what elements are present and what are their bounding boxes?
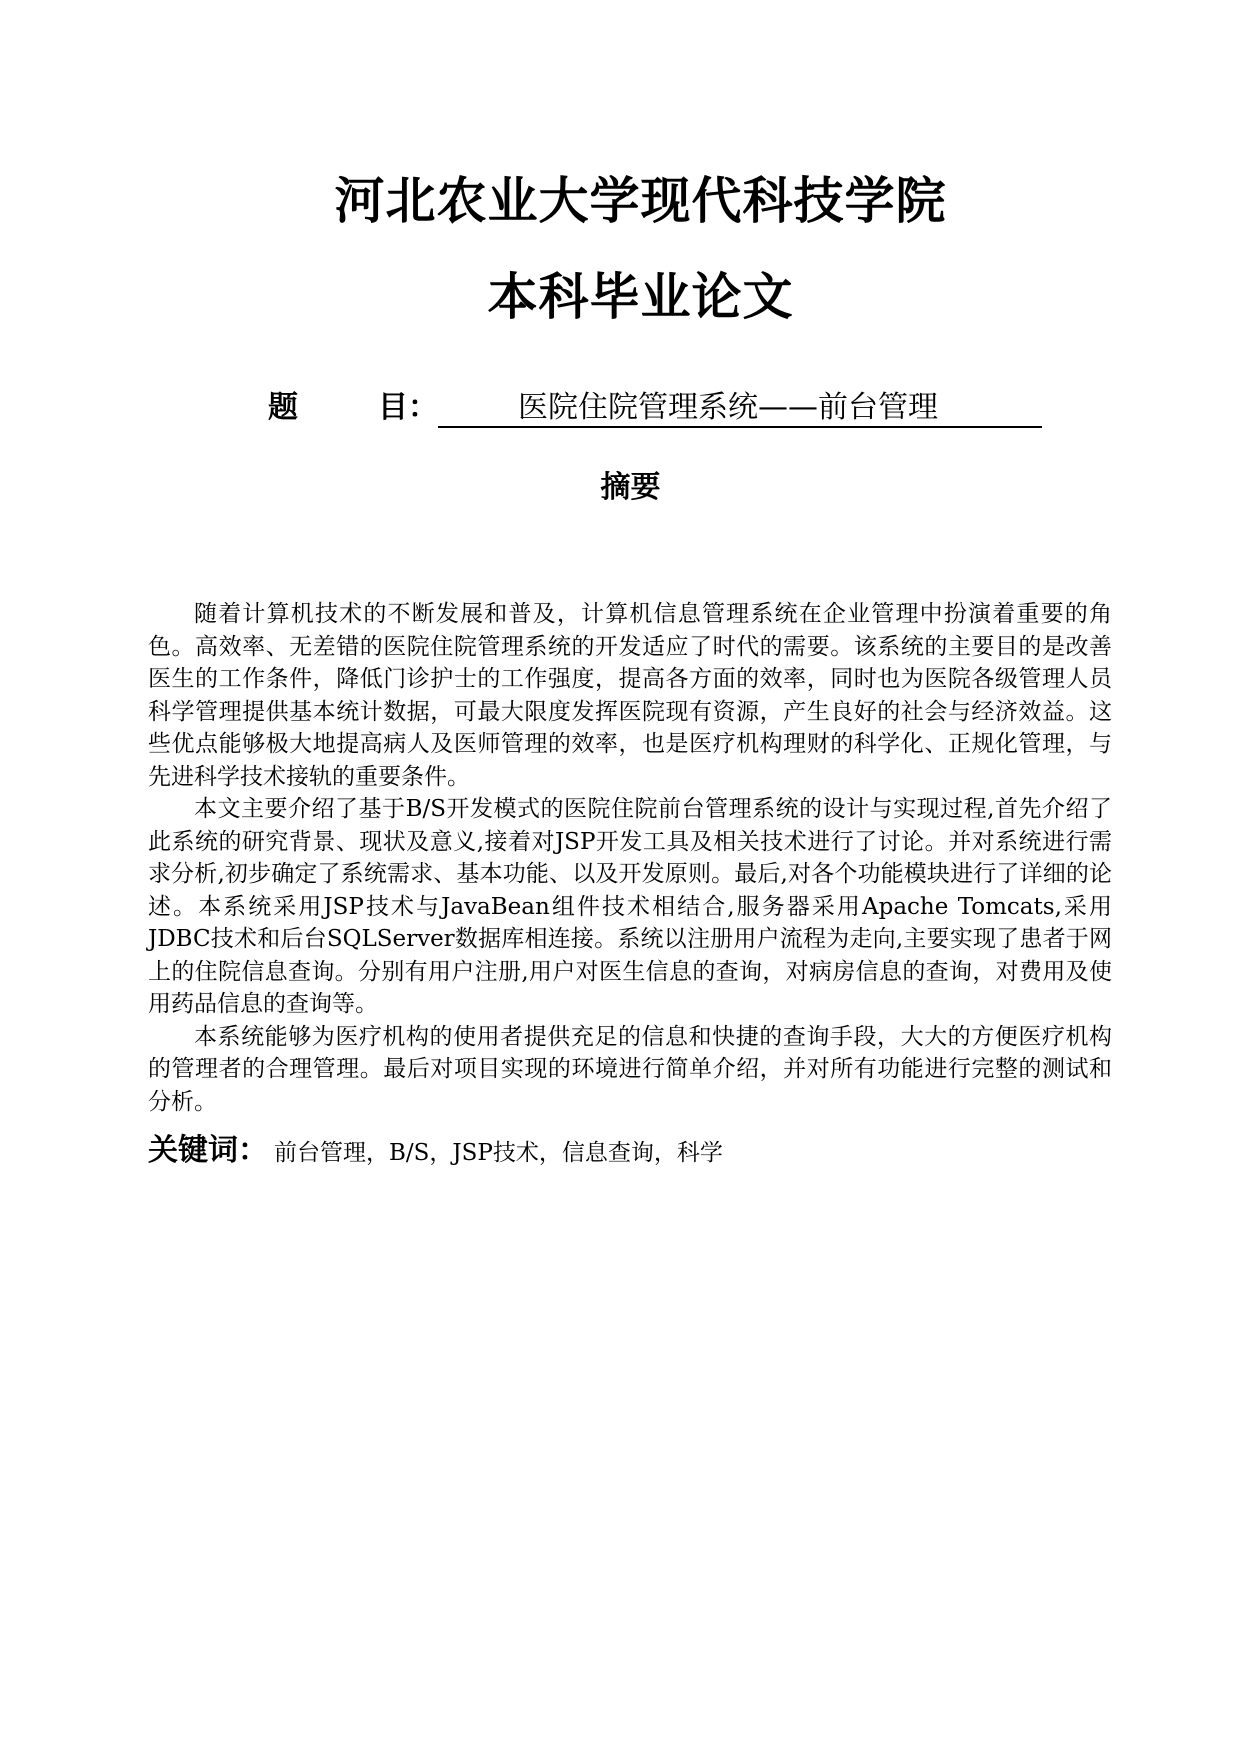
- abstract-body: [148, 598, 1112, 1118]
- keywords-label: 关键词：: [148, 1133, 268, 1168]
- abstract-heading: 摘要: [600, 470, 661, 505]
- keywords-row: [148, 1131, 1112, 1173]
- topic-value: 医院住院管理系统——前台管理: [438, 388, 1042, 428]
- abstract-paragraph-2: 本文主要介绍了基于B/S开发模式的医院住院前台管理系统的设计与实现过程,首先介绍了此系统的研究背景、现状及意义,接着对JSP开发工具及相关技术进行了讨论。并对系统进行需求分析,初步确定了系统需求、基本功能、以及开发原则。最后,对各个功能模块进行了详细的论述。本系统采用JSP技术与JavaBean组件技术相结合,服务器采用Apache Tomcats,采用JDBC技术和后台SQLServer数据库相连接。系统以注册用户流程为走向,主要实现了患者于网上的住院信息查询。分别有用户注册,用户对医生信息的查询，对病房信息的查询，对费用及使用药品信息的查询等。: [148, 796, 1112, 1017]
- topic-label: [268, 388, 408, 428]
- abstract-paragraph-1: 随着计算机技术的不断发展和普及，计算机信息管理系统在企业管理中扮演着重要的角色。高效率、无差错的医院住院管理系统的开发适应了时代的需要。该系统的主要目的是改善医生的工作条件，降低门诊护士的工作强度，提高各方面的效率，同时也为医院各级管理人员科学管理提供基本统计数据，可最大限度发挥医院现有资源，产生良好的社会与经济效益。这些优点能够极大地提高病人及医师管理的效率，也是医疗机构理财的科学化、正规化管理，与先进科学技术接轨的重要条件。: [148, 601, 1112, 790]
- topic-label-char-1: 题: [268, 390, 298, 425]
- topic-label-char-2: 目: [378, 390, 408, 425]
- keywords-value: 前台管理，B/S，JSP技术，信息查询，科学: [274, 1140, 723, 1166]
- thesis-type-title: 本科毕业论文: [487, 268, 794, 326]
- university-title: 河北农业大学现代科技学院: [334, 172, 947, 230]
- topic-colon: ：: [408, 390, 438, 425]
- topic-row: [268, 388, 1042, 428]
- abstract-paragraph-3: 本系统能够为医疗机构的使用者提供充足的信息和快捷的查询手段，大大的方便医疗机构的管理者的合理管理。最后对项目实现的环境进行简单介绍，并对所有功能进行完整的测试和分析。: [148, 1023, 1112, 1115]
